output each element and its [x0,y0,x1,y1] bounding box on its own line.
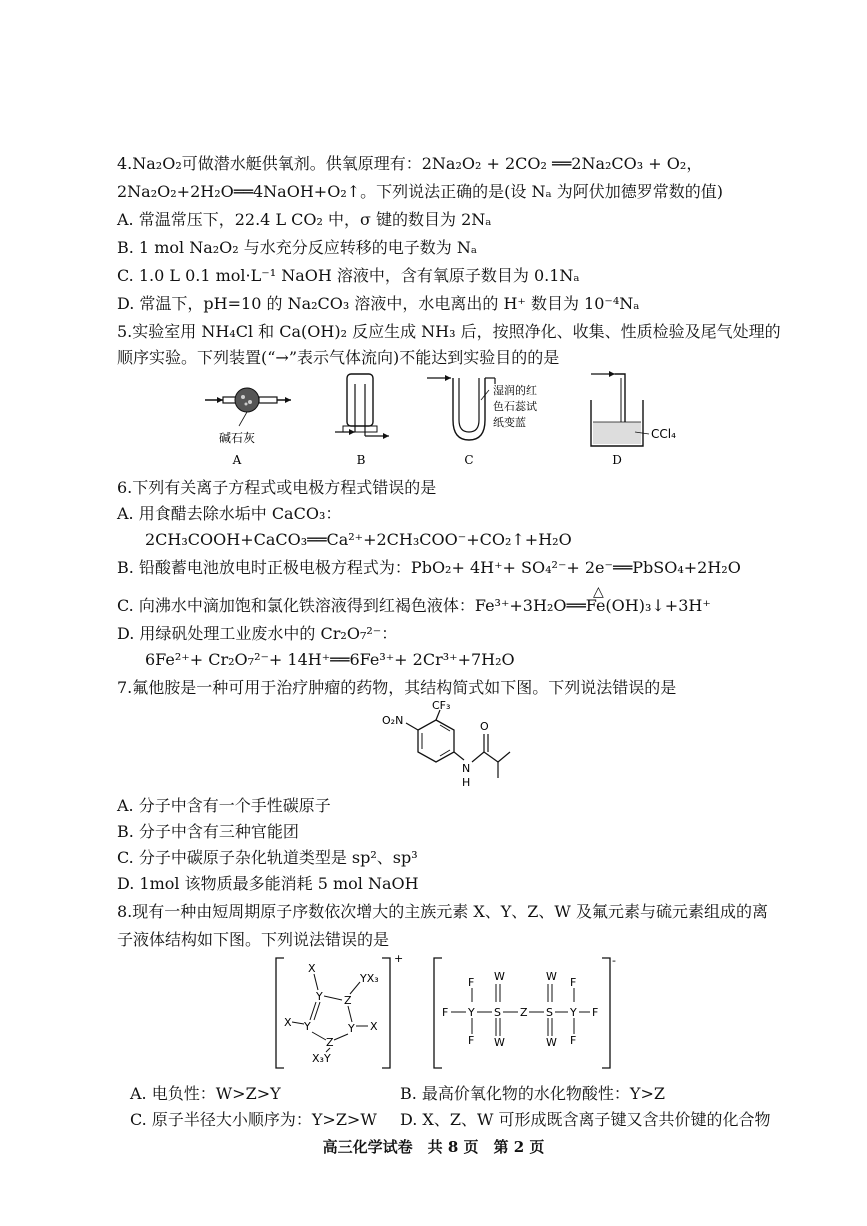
no2-group: O₂N [382,714,404,727]
q7-flutamide-structure [380,700,530,792]
sub-yx3: YX₃ [360,972,379,985]
q8-ionic-liquid-structure [270,950,630,1080]
anion-f-bottom-left: F [468,1034,475,1047]
amide-h: H [462,776,471,789]
anion-f-right: F [592,1006,599,1019]
anion-y-left: Y [468,1006,475,1019]
q8-stem-line2: 子液体结构如下图。下列说法错误的是 [117,930,390,949]
caption-c-line3: 纸变蓝 [493,416,526,429]
sub-x3y: X₃Y [312,1052,331,1065]
carbonyl-o: O [480,720,489,733]
q4-stem-line1: 4.Na₂O₂可做潜水艇供氧剂。供氧原理有：2Na₂O₂ + 2CO₂ ══2Na₂CO₃ + O₂， [117,154,703,173]
q7-option-b: B. 分子中含有三种官能团 [117,822,299,841]
anion-f-top-left: F [468,976,475,989]
ring-z-bottom: Z [326,1036,334,1049]
label-a: A [232,453,242,467]
anion-w-bottom-right: W [546,1036,557,1049]
anion-f-top-right: F [570,976,577,989]
q6-option-d-equation: 6Fe²⁺+ Cr₂O₇²⁻+ 14H⁺══6Fe³⁺+ 2Cr³⁺+7H₂O [145,650,515,669]
amide-n: N [462,762,471,775]
anion-charge: - [612,954,616,967]
apparatus-b-gas-bottle [335,374,389,439]
q4-option-d: D. 常温下，pH=10 的 Na₂CO₃ 溶液中，水电离出的 H⁺ 数目为 10⁻⁴Nₐ [117,294,640,313]
q7-option-c: C. 分子中碳原子杂化轨道类型是 sp²、sp³ [117,848,418,867]
q6-option-c-heat-symbol: △ [593,584,604,600]
cation-charge: + [394,952,404,965]
caption-c-line1: 湿润的红 [493,384,537,397]
sub-x-top: X [308,962,316,975]
q7-option-d: D. 1mol 该物质最多能消耗 5 mol NaOH [117,874,419,893]
anion-w-top-right: W [546,970,557,983]
anion-s-left: S [494,1006,501,1019]
q4-option-b: B. 1 mol Na₂O₂ 与水充分反应转移的电子数为 Nₐ [117,238,478,257]
q6-stem: 6.下列有关离子方程式或电极方程式错误的是 [117,478,437,497]
apparatus-c-u-tube [427,375,495,440]
label-c: C [464,453,474,467]
anion-z: Z [520,1006,528,1019]
ring-y-top: Y [316,990,323,1003]
anion-w-bottom-left: W [494,1036,505,1049]
ring-z-right: Z [344,994,352,1007]
q5-stem-line1: 5.实验室用 NH₄Cl 和 Ca(OH)₂ 反应生成 NH₃ 后，按照净化、收集、性质检验及尾气处理的 [117,322,781,341]
caption-c-line2: 色石蕊试 [493,400,537,413]
anion-f-bottom-right: F [570,1034,577,1047]
q8-option-c: C. 原子半径大小顺序为：Y>Z>W [130,1110,377,1129]
label-d: D [612,453,622,467]
page-footer: 高三化学试卷 共 8 页 第 2 页 [322,1138,545,1156]
q6-option-b: B. 铅酸蓄电池放电时正极电极方程式为：PbO₂+ 4H⁺+ SO₄²⁻+ 2e⁻══PbSO₄+2H₂O [117,558,741,577]
q6-option-d: D. 用绿矾处理工业废水中的 Cr₂O₇²⁻： [117,624,398,643]
q8-stem-line1: 8.现有一种由短周期原子序数依次增大的主族元素 X、Y、Z、W 及氟元素与硫元素组成的离 [117,902,768,921]
q4-stem-line2: 2Na₂O₂+2H₂O══4NaOH+O₂↑。下列说法正确的是(设 Nₐ 为阿伏加德罗常数的值) [117,182,723,201]
caption-a: 碱石灰 [218,431,256,445]
anion-f-left: F [442,1006,449,1019]
anion-s-right: S [546,1006,553,1019]
sub-x-right: X [370,1020,378,1033]
anion-w-top-left: W [494,970,505,983]
q6-option-a: A. 用食醋去除水垢中 CaCO₃： [117,504,342,523]
q6-option-a-equation: 2CH₃COOH+CaCO₃══Ca²⁺+2CH₃COO⁻+CO₂↑+H₂O [145,530,572,549]
q8-option-a: A. 电负性：W>Z>Y [130,1084,281,1103]
q5-apparatus-figure [195,370,676,470]
q7-stem: 7.氟他胺是一种可用于治疗肿瘤的药物，其结构简式如下图。下列说法错误的是 [117,678,677,697]
ring-y-right: Y [348,1022,355,1035]
caption-d: CCl₄ [651,427,676,441]
q7-option-a: A. 分子中含有一个手性碳原子 [117,796,331,815]
q8-option-d: D. X、Z、W 可形成既含离子键又含共价键的化合物 [400,1110,771,1129]
apparatus-d-beaker [591,371,649,446]
q4-option-a: A. 常温常压下，22.4 L CO₂ 中，σ 键的数目为 2Nₐ [117,210,492,229]
q6-option-c: C. 向沸水中滴加饱和氯化铁溶液得到红褐色液体：Fe³⁺+3H₂O══Fe(OH)₃↓+3H⁺ [117,596,711,615]
q5-stem-line2: 顺序实验。下列装置(“→”表示气体流向)不能达到实验目的的是 [117,348,560,367]
q8-option-b: B. 最高价氧化物的水化物酸性：Y>Z [400,1084,666,1103]
ring-y-left: Y [304,1020,311,1033]
anion-y-right: Y [570,1006,577,1019]
sub-x-left: X [284,1016,292,1029]
label-b: B [356,453,366,467]
apparatus-a-drying-tube [205,388,291,426]
cf3-group: CF₃ [432,699,451,712]
q4-option-c: C. 1.0 L 0.1 mol·L⁻¹ NaOH 溶液中，含有氧原子数目为 0.1Nₐ [117,266,580,285]
